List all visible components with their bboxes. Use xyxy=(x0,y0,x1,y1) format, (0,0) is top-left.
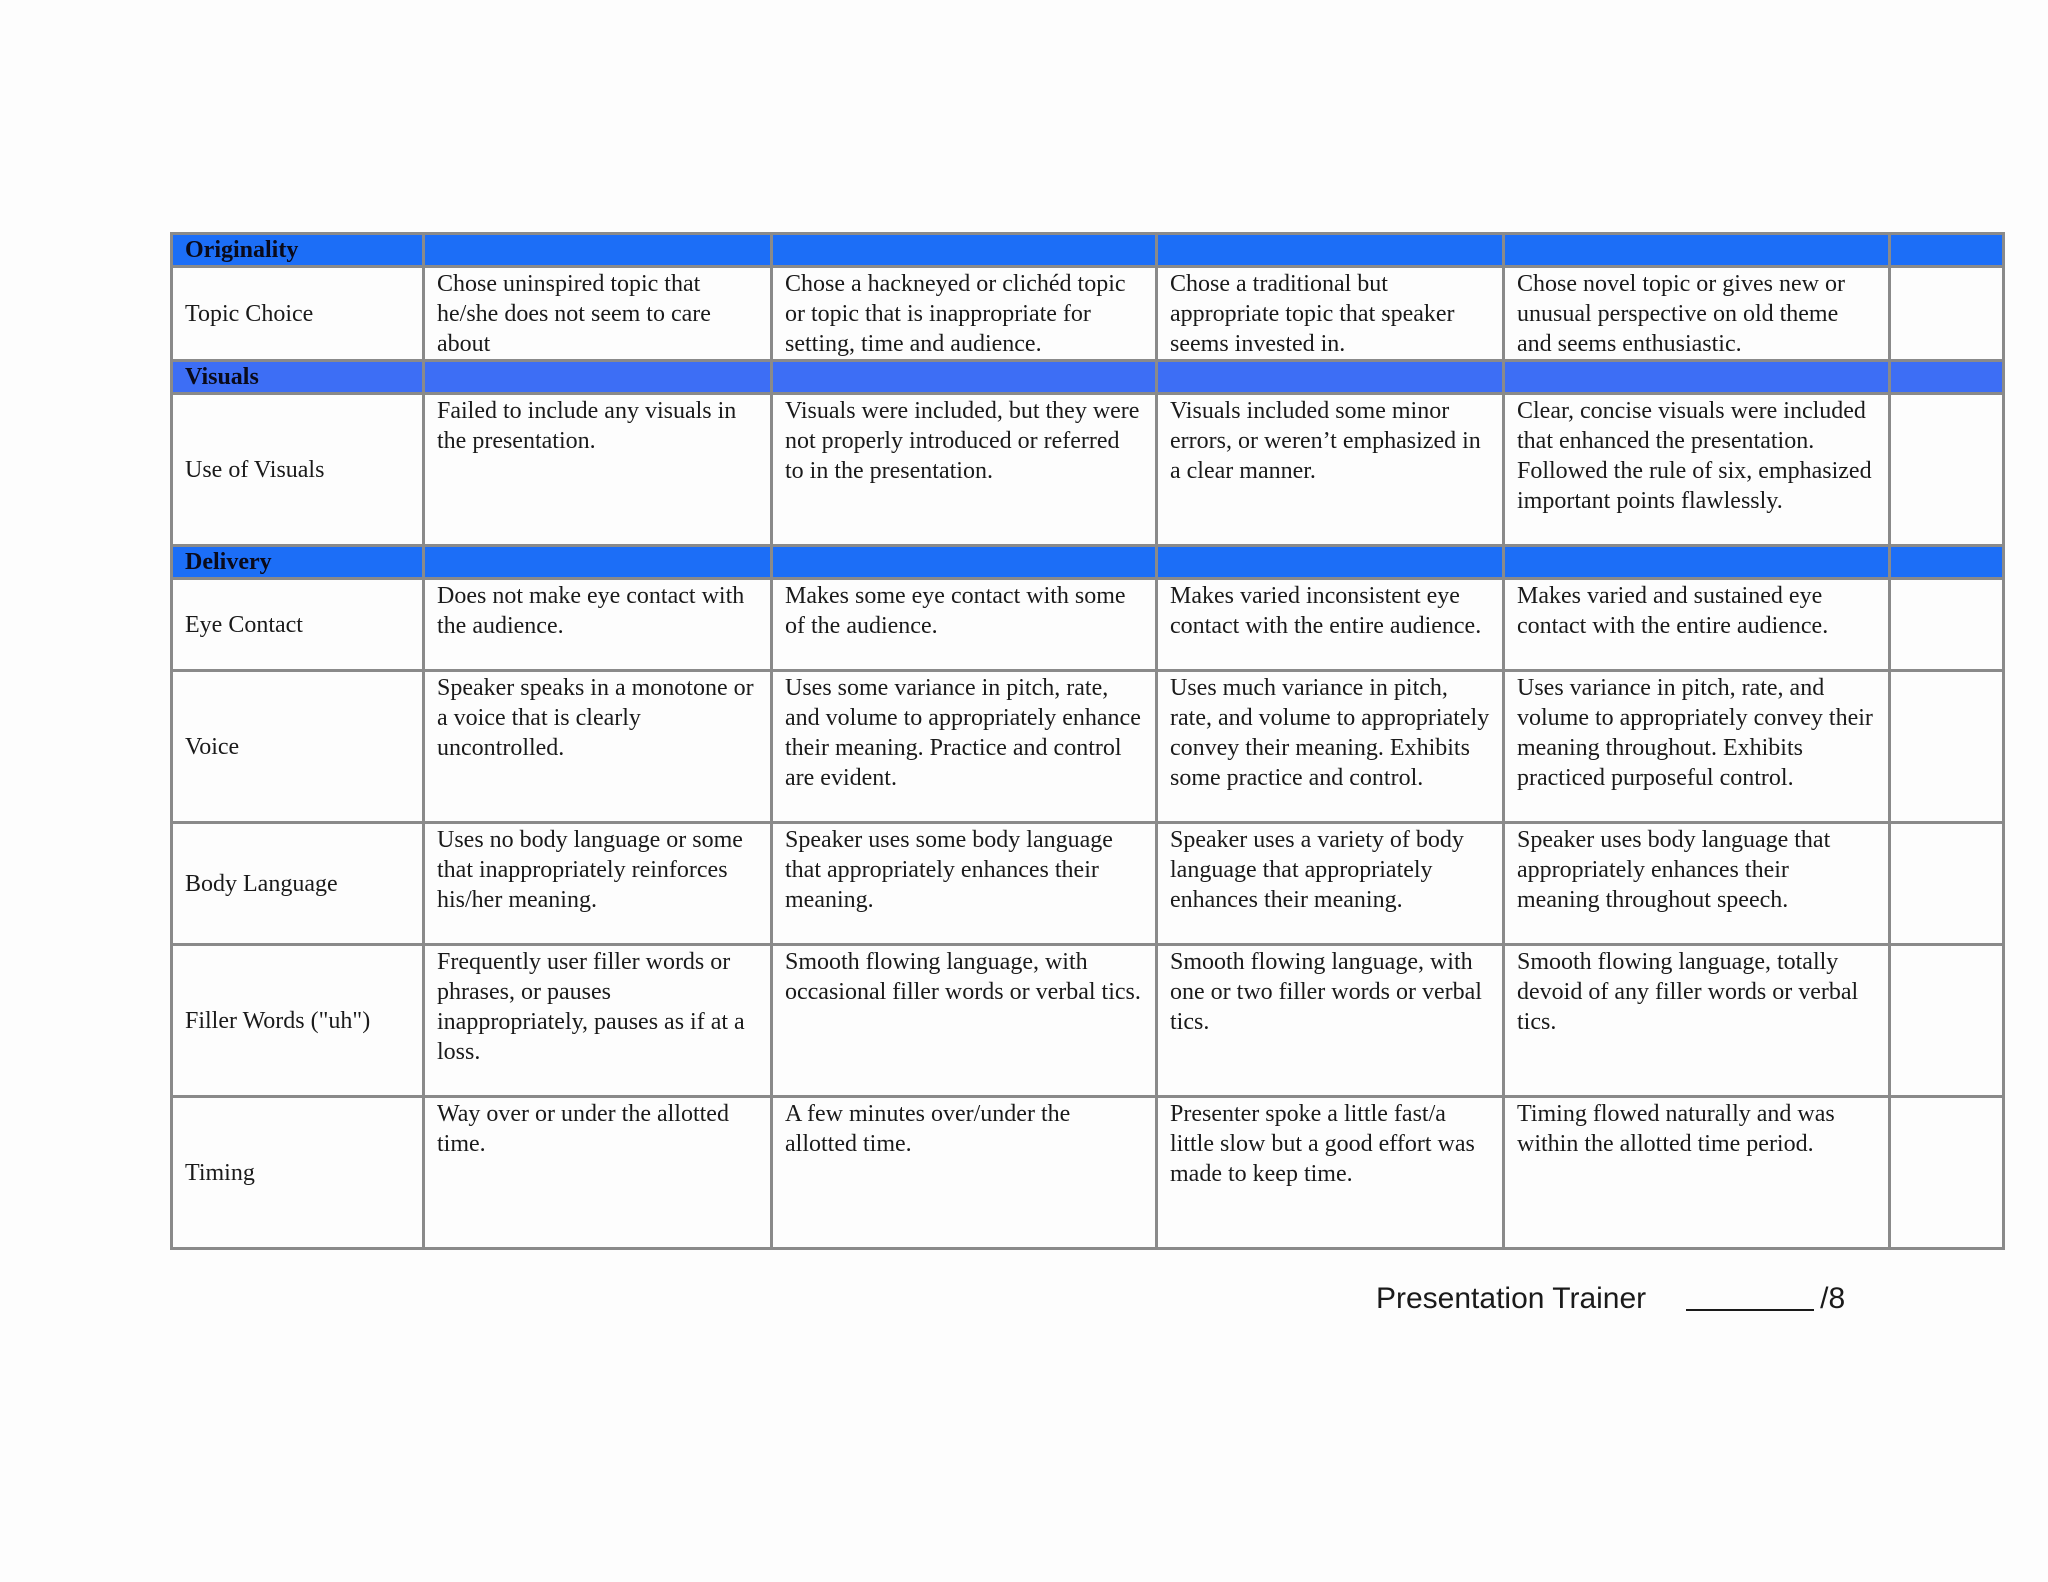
rubric-cell: Frequently user filler words or phrases, or pauses inappropriately, pauses as if at a loss. xyxy=(424,945,772,1097)
table-row xyxy=(172,267,2004,361)
criterion-label: Use of Visuals xyxy=(172,394,424,546)
rubric-cell: Uses some variance in pitch, rate, and volume to appropriately enhance their meaning. Practice and control are evident. xyxy=(772,671,1157,823)
score-cell[interactable] xyxy=(1890,394,2004,546)
rubric-cell: Visuals included some minor errors, or weren’t emphasized in a clear manner. xyxy=(1157,394,1504,546)
rubric-cell: Does not make eye contact with the audience. xyxy=(424,579,772,671)
rubric-cell: A few minutes over/under the allotted time. xyxy=(772,1097,1157,1249)
score-blank-line[interactable] xyxy=(1686,1299,1814,1311)
section-title: Delivery xyxy=(172,546,424,579)
rubric-cell: Clear, concise visuals were included that enhanced the presentation. Followed the rule of six, emphasized important points flawlessly. xyxy=(1504,394,1890,546)
rubric-cell: Makes varied and sustained eye contact with the entire audience. xyxy=(1504,579,1890,671)
rubric-cell: Speaker speaks in a monotone or a voice that is clearly uncontrolled. xyxy=(424,671,772,823)
table-row xyxy=(172,579,2004,671)
criterion-label: Eye Contact xyxy=(172,579,424,671)
footer-label: Presentation Trainer xyxy=(1376,1282,1647,1315)
criterion-label: Voice xyxy=(172,671,424,823)
table-row xyxy=(172,945,2004,1097)
rubric-cell: Chose a hackneyed or clichéd topic or topic that is inappropriate for setting, time and audience. xyxy=(772,267,1157,361)
score-cell[interactable] xyxy=(1890,267,2004,361)
rubric-cell: Visuals were included, but they were not properly introduced or referred to in the presentation. xyxy=(772,394,1157,546)
score-cell[interactable] xyxy=(1890,1097,2004,1249)
rubric-cell: Uses variance in pitch, rate, and volume to appropriately convey their meaning throughout. Exhibits practiced purposeful control. xyxy=(1504,671,1890,823)
rubric-cell: Chose uninspired topic that he/she does not seem to care about xyxy=(424,267,772,361)
score-footer xyxy=(1376,1282,1845,1316)
section-title: Originality xyxy=(172,234,424,267)
table-row xyxy=(172,394,2004,546)
rubric-cell: Smooth flowing language, with one or two filler words or verbal tics. xyxy=(1157,945,1504,1097)
score-total: /8 xyxy=(1820,1282,1846,1315)
section-header-delivery xyxy=(172,546,2004,579)
score-cell[interactable] xyxy=(1890,823,2004,945)
section-title: Visuals xyxy=(172,361,424,394)
rubric-table xyxy=(170,232,2005,1250)
rubric-cell: Makes some eye contact with some of the audience. xyxy=(772,579,1157,671)
rubric-cell: Smooth flowing language, with occasional filler words or verbal tics. xyxy=(772,945,1157,1097)
rubric-cell: Failed to include any visuals in the presentation. xyxy=(424,394,772,546)
criterion-label: Body Language xyxy=(172,823,424,945)
section-header-originality xyxy=(172,234,2004,267)
rubric-cell: Chose a traditional but appropriate topic that speaker seems invested in. xyxy=(1157,267,1504,361)
criterion-label: Topic Choice xyxy=(172,267,424,361)
table-row xyxy=(172,671,2004,823)
rubric-cell: Way over or under the allotted time. xyxy=(424,1097,772,1249)
rubric-cell: Uses no body language or some that inappropriately reinforces his/her meaning. xyxy=(424,823,772,945)
criterion-label: Filler Words ("uh") xyxy=(172,945,424,1097)
rubric-cell: Makes varied inconsistent eye contact with the entire audience. xyxy=(1157,579,1504,671)
table-row xyxy=(172,823,2004,945)
rubric-cell: Presenter spoke a little fast/a little slow but a good effort was made to keep time. xyxy=(1157,1097,1504,1249)
rubric-cell: Speaker uses a variety of body language that appropriately enhances their meaning. xyxy=(1157,823,1504,945)
rubric-cell: Smooth flowing language, totally devoid of any filler words or verbal tics. xyxy=(1504,945,1890,1097)
rubric-cell: Uses much variance in pitch, rate, and volume to appropriately convey their meaning. Exhibits some practice and control. xyxy=(1157,671,1504,823)
rubric-cell: Timing flowed naturally and was within the allotted time period. xyxy=(1504,1097,1890,1249)
criterion-label: Timing xyxy=(172,1097,424,1249)
score-cell[interactable] xyxy=(1890,945,2004,1097)
score-cell[interactable] xyxy=(1890,579,2004,671)
table-row xyxy=(172,1097,2004,1249)
section-header-visuals xyxy=(172,361,2004,394)
rubric-cell: Chose novel topic or gives new or unusual perspective on old theme and seems enthusiastic. xyxy=(1504,267,1890,361)
rubric-cell: Speaker uses body language that appropriately enhances their meaning throughout speech. xyxy=(1504,823,1890,945)
score-cell[interactable] xyxy=(1890,671,2004,823)
rubric-cell: Speaker uses some body language that appropriately enhances their meaning. xyxy=(772,823,1157,945)
